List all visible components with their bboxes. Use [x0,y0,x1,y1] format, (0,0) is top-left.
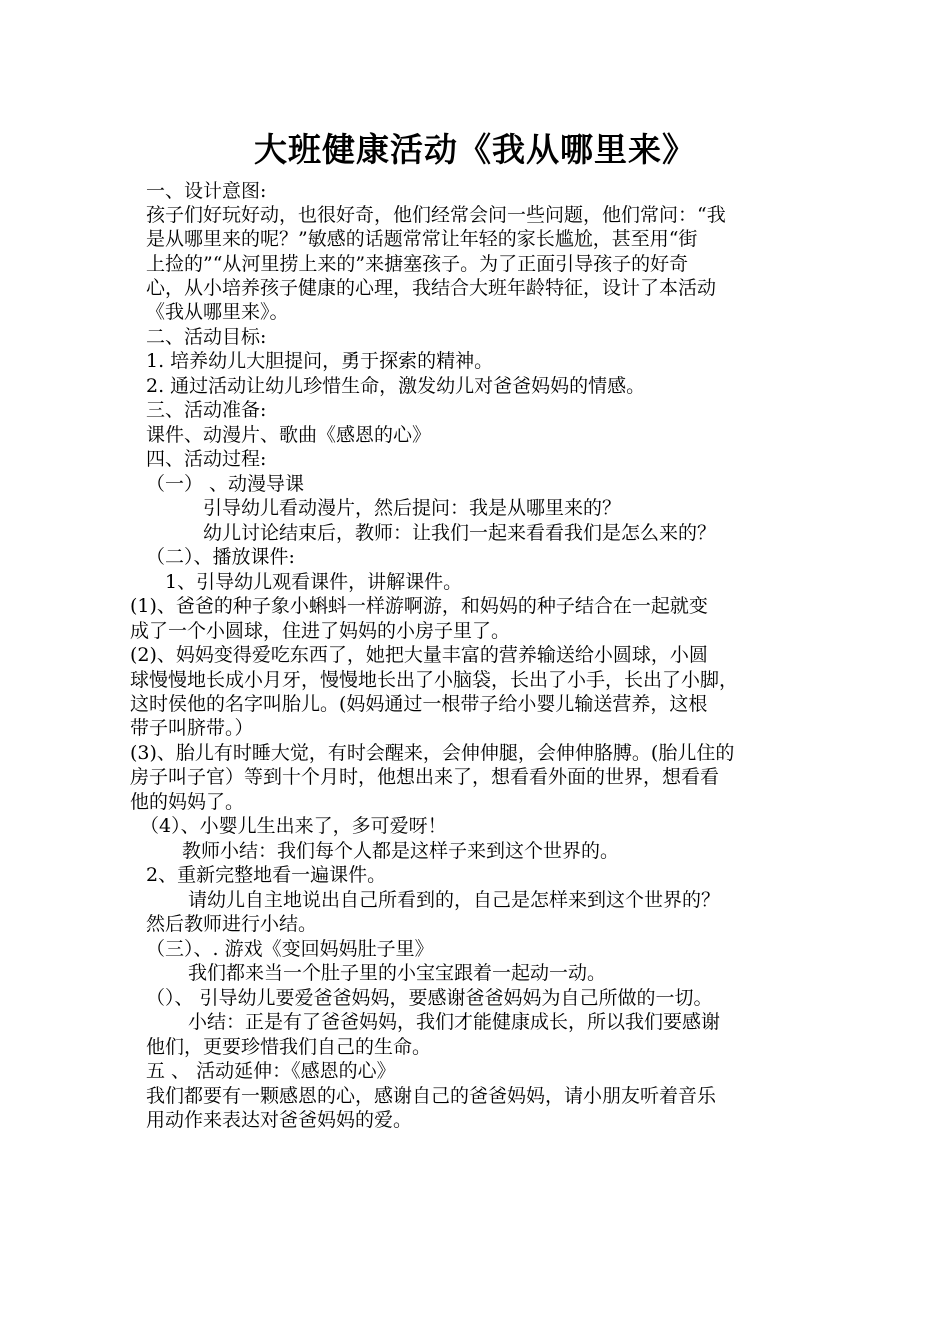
paragraph-line: 请幼儿自主地说出自己所看到的，自己是怎样来到这个世界的？ [188,889,721,911]
paragraph-line: 幼儿讨论结束后，教师：让我们一起来看看我们是怎么来的？ [203,522,717,544]
subsection-heading: （二）、播放课件: [146,546,295,568]
subsection-heading: （一） 、动漫导课 [146,473,305,495]
paragraph-line: 房子叫子官）等到十个月时，他想出来了，想看看外面的世界，想看看 [130,766,720,788]
section-heading: 三、活动准备: [146,399,267,421]
list-item: 2. 通过活动让幼儿珍惜生命，激发幼儿对爸爸妈妈的情感。 [146,375,646,397]
section-heading: 四、活动过程: [146,448,267,470]
paragraph-line: (2)、妈妈变得爱吃东西了，她把大量丰富的营养输送给小圆球，小圆 [130,644,708,666]
paragraph-line: (1)、爸爸的种子象小蝌蚪一样游啊游，和妈妈的种子结合在一起就变 [130,595,708,617]
section-heading: 二、活动目标: [146,326,267,348]
paragraph-line: （4）、小婴儿生出来了，多可爱呀！ [140,815,447,837]
paragraph-line: 这时侯他的名字叫胎儿。(妈妈通过一根带子给小婴儿输送营养，这根 [130,693,708,715]
paragraph-line: 用动作来表达对爸爸妈妈的爱。 [146,1109,413,1131]
paragraph-line: 小结：正是有了爸爸妈妈，我们才能健康成长，所以我们要感谢 [188,1011,721,1033]
paragraph-line: 教师小结：我们每个人都是这样子来到这个世界的。 [182,840,620,862]
paragraph-line: 孩子们好玩好动，也很好奇，他们经常会问一些问题，他们常问：“我 [146,204,726,226]
list-item: 1、引导幼儿观看课件，讲解课件。 [165,571,463,593]
list-item: 1. 培养幼儿大胆提问，勇于探索的精神。 [146,350,494,372]
paragraph-line: 球慢慢地长成小月牙，慢慢地长出了小脑袋，长出了小手，长出了小脚， [130,669,739,691]
paragraph-line: 引导幼儿看动漫片，然后提问：我是从哪里来的？ [203,497,622,519]
paragraph-line: 心，从小培养孩子健康的心理，我结合大班年龄特征，设计了本活动 [146,277,717,299]
section-heading: 五 、 活动延伸：《感恩的心》 [146,1060,396,1082]
paragraph-line: 他的妈妈了。 [130,791,245,813]
paragraph-line: 然后教师进行小结。 [146,913,318,935]
paragraph-line: 带子叫脐带。） [130,717,254,739]
section-heading: 一、设计意图: [146,180,267,202]
paragraph-line: 我们都来当一个肚子里的小宝宝跟着一起动一动。 [188,962,607,984]
paragraph-line: 是从哪里来的呢？”敏感的话题常常让年轻的家长尴尬，甚至用“街 [146,228,698,250]
paragraph-line: 《我从哪里来》。 [146,301,289,323]
paragraph-line: 上捡的”“从河里捞上来的”来搪塞孩子。为了正面引导孩子的好奇 [146,253,689,275]
paragraph-line: （）、 引导幼儿要爱爸爸妈妈，要感谢爸爸妈妈为自己所做的一切。 [146,987,713,1009]
paragraph-line: (3)、胎儿有时睡大觉，有时会醒来，会伸伸腿，会伸伸胳膊。(胎儿住的 [130,742,735,764]
paragraph-line: 他们，更要珍惜我们自己的生命。 [146,1036,432,1058]
paragraph-line: 课件、动漫片、歌曲《感恩的心》 [146,424,432,446]
list-item: 2、重新完整地看一遍课件。 [146,864,387,886]
document-title: 大班健康活动《我从哪里来》 [254,130,696,169]
paragraph-line: 成了一个小圆球，住进了妈妈的小房子里了。 [130,620,511,642]
subsection-heading: （三）、. 游戏《变回妈妈肚子里》 [146,938,434,960]
paragraph-line: 我们都要有一颗感恩的心，感谢自己的爸爸妈妈，请小朋友听着音乐 [146,1085,717,1107]
